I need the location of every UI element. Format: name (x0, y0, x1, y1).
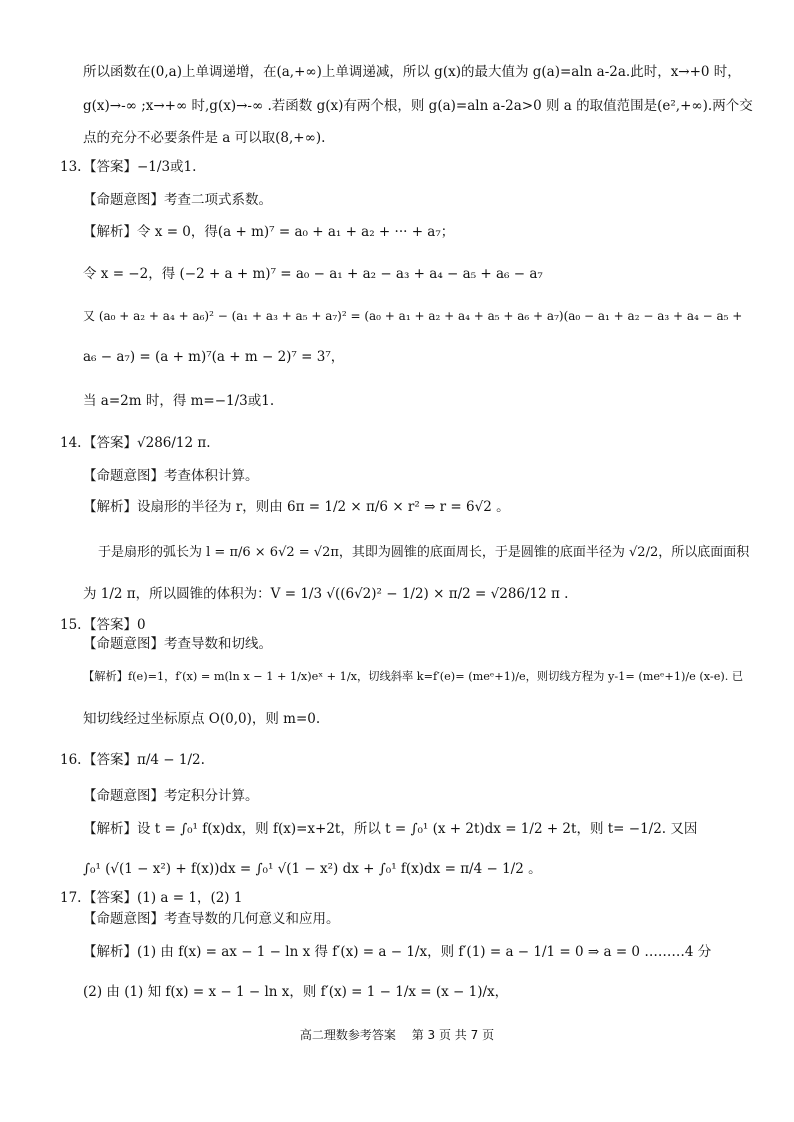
question-number: 17. (60, 890, 82, 906)
analysis-line: 【解析】设 t = ∫₀¹ f(x)dx，则 f(x)=x+2t，所以 t = ∫₀¹ (x + 2t)dx = 1/2 + 2t，则 t= −1/2. 又因 (83, 821, 698, 837)
text-line: 令 x = −2，得 (−2 + a + m)⁷ = a₀ − a₁ + a₂ − a₃ + a₄ − a₅ + a₆ − a₇ (83, 266, 543, 282)
intent-line: 【命题意图】考查导数和切线。 (83, 636, 272, 652)
text-line: 所以函数在(0,a)上单调递增，在(a,+∞)上单调递减，所以 g(x)的最大值为 g(a)=aln a-2a.此时，x→+0 时， (83, 64, 741, 80)
answer-line: 【答案】−1/3或1. (83, 159, 197, 175)
intent-line: 【命题意图】考查导数的几何意义和应用。 (83, 911, 340, 927)
answer-line: 【答案】π/4 − 1/2. (83, 752, 205, 768)
answer-line: 【答案】(1) a = 1，(2) 1 (83, 890, 243, 906)
intent-line: 【命题意图】考定积分计算。 (83, 788, 259, 804)
question-number: 13. (60, 159, 82, 175)
text-line: (2) 由 (1) 知 f(x) = x − 1 − ln x，则 f′(x) = 1 − 1/x = (x − 1)/x， (83, 984, 509, 1000)
intent-line: 【命题意图】考查体积计算。 (83, 468, 259, 484)
text-line: ∫₀¹ (√(1 − x²) + f(x))dx = ∫₀¹ √(1 − x²) dx + ∫₀¹ f(x)dx = π/4 − 1/2 。 (83, 861, 542, 877)
page-footer: 高二理数参考答案 第 3 页 共 7 页 (299, 1028, 495, 1042)
text-line: g(x)→-∞ ;x→+∞ 时,g(x)→-∞ .若函数 g(x)有两个根，则 g(a)=aln a-2a>0 则 a 的取值范围是(e²,+∞).两个交 (83, 98, 753, 114)
analysis-line: 【解析】(1) 由 f(x) = ax − 1 − ln x 得 f′(x) = a − 1/x，则 f′(1) = a − 1/1 = 0 ⇒ a = 0 ………4 分 (83, 944, 712, 960)
answer-line: 【答案】√286/12 π. (83, 435, 211, 451)
text-line: 为 1/2 π，所以圆锥的体积为：V = 1/3 √((6√2)² − 1/2) × π/2 = √286/12 π . (83, 586, 569, 602)
answer-line: 【答案】0 (83, 617, 146, 633)
text-line: 当 a=2m 时，得 m=−1/3或1. (83, 393, 275, 409)
text-line: 于是扇形的弧长为 l = π/6 × 6√2 = √2π，其即为圆锥的底面周长，于是圆锥的底面半径为 √2/2，所以底面面积 (98, 545, 750, 560)
question-number: 15. (60, 617, 82, 633)
analysis-line: 【解析】设扇形的半径为 r，则由 6π = 1/2 × π/6 × r² ⇒ r = 6√2 。 (83, 499, 510, 515)
analysis-line: 【解析】f(e)=1，f′(x) = m(ln x − 1 + 1/x)eˣ + 1/x，切线斜率 k=f′(e)= (meᵉ+1)/e，则切线方程为 y-1= (meᵉ+1)/e (x-e). 已 (83, 670, 744, 683)
analysis-line: 【解析】令 x = 0，得(a + m)⁷ = a₀ + a₁ + a₂ + ··· + a₇； (83, 224, 455, 240)
text-line: 知切线经过坐标原点 O(0,0)，则 m=0. (83, 711, 321, 727)
text-line: a₆ − a₇) = (a + m)⁷(a + m − 2)⁷ = 3⁷， (83, 349, 345, 365)
question-number: 16. (60, 752, 82, 768)
text-line: 点的充分不必要条件是 a 可以取(8,+∞). (83, 130, 326, 146)
intent-line: 【命题意图】考查二项式系数。 (83, 192, 272, 208)
text-line: 又 (a₀ + a₂ + a₄ + a₆)² − (a₁ + a₃ + a₅ + a₇)² = (a₀ + a₁ + a₂ + a₄ + a₅ + a₆ + a₇)(a₀ − a₁ + a₂ − a₃ + a₄ − a₅ + (83, 309, 743, 323)
question-number: 14. (60, 435, 82, 451)
